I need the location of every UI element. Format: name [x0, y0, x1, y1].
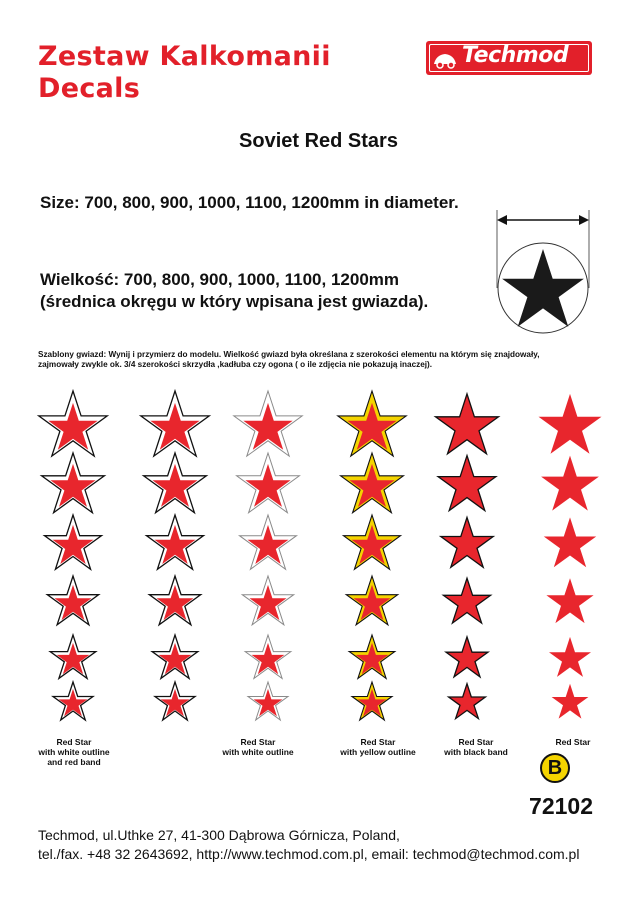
size-polish-line2: (średnica okręgu w który wpisana jest gwiazda).: [40, 292, 429, 311]
caption-line: with black band: [444, 747, 508, 757]
caption-line: with yellow outline: [340, 747, 416, 757]
caption-line: with white outline: [38, 747, 110, 757]
caption-plain: [543, 737, 603, 747]
product-code: 72102: [529, 793, 593, 819]
note-line2: zajmowały zwykle ok. 3/4 szerokości skrzydła ,kadłuba czy ogona ( o ile zdjęcia nie pokazują inaczej).: [38, 360, 433, 369]
b-badge: B: [540, 753, 570, 783]
caption-line: Red Star: [360, 737, 396, 747]
footer-contact: tel./fax. +48 32 2643692, http://www.techmod.com.pl, email: techmod@techmod.com.pl: [38, 846, 580, 862]
star-black-band-800mm: [446, 637, 488, 677]
logo-text: Techmod: [462, 43, 569, 68]
header-title-line2: Decals: [38, 73, 141, 104]
header-title-line1: Zestaw Kalkomanii: [38, 41, 331, 72]
star-plain-700mm: [552, 684, 589, 719]
note-line1: Szablony gwiazd: Wynij i przymierz do modelu. Wielkość gwiazd była określana z szerokości elementu na którym się znajdowały,: [38, 350, 540, 359]
size-polish-line1: Wielkość: 700, 800, 900, 1000, 1100, 1200mm: [40, 270, 400, 289]
caption-line: Red Star: [240, 737, 276, 747]
caption-yellow-outline: [331, 737, 425, 757]
star-plain-1000mm: [544, 517, 596, 567]
caption-line: Red Star: [555, 737, 591, 747]
caption-line: Red Star: [56, 737, 92, 747]
star-black-band-1000mm: [441, 517, 493, 567]
star-black-band-1200mm: [436, 394, 499, 454]
star-plain-1100mm: [541, 456, 599, 511]
caption-line: and red band: [47, 757, 101, 767]
caption-line: with white outline: [222, 747, 294, 757]
caption-white-outline: [218, 737, 298, 757]
caption-black-band: [436, 737, 516, 757]
star-black-band-1100mm: [438, 456, 496, 511]
document-title: Soviet Red Stars: [239, 130, 398, 152]
caption-line: Red Star: [458, 737, 494, 747]
size-english: Size: 700, 800, 900, 1000, 1100, 1200mm in diameter.: [40, 193, 459, 212]
footer-address: Techmod, ul.Uthke 27, 41-300 Dąbrowa Górnicza, Poland,: [38, 827, 400, 843]
star-black-band-900mm: [443, 578, 490, 623]
star-plain-800mm: [549, 637, 591, 677]
star-plain-900mm: [546, 578, 593, 623]
star-plain-1200mm: [539, 394, 602, 454]
caption-white-outline-red-band: [34, 737, 114, 767]
star-black-band-700mm: [449, 684, 486, 719]
